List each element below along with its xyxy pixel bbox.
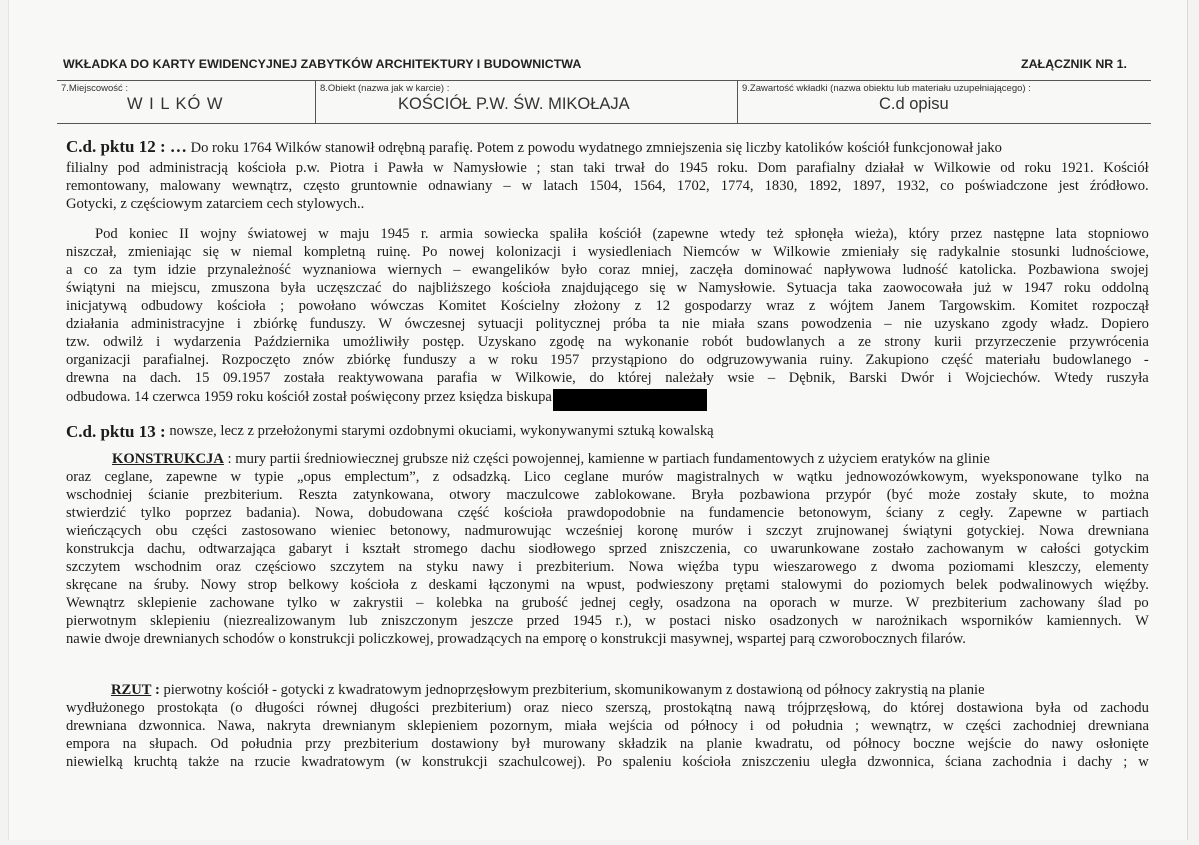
paragraph-line: organizacji parafialnej. Rozpoczęto znów zbiórkę funduszy a w roku 1957 przystąpiono do odgruzowywania ruiny. Zakupiono część materiału budowlanego -: [66, 352, 1149, 368]
locality-value: W I L KÓ W: [127, 95, 224, 113]
redaction-block: [553, 389, 707, 411]
rzut-label: RZUT: [111, 682, 152, 698]
konstrukcja-line: nawie dwoje drewnianych schodów o konstrukcji policzkowej, prowadzących na emporę o konstrukcji masywnej, wspartej parą czworobocznych filarów.: [66, 631, 966, 647]
object-value: KOŚCIÓŁ P.W. ŚW. MIKOŁAJA: [398, 95, 630, 113]
section12-line: C.d. pktu 12 : … Do roku 1764 Wilków stanowił odrębną parafię. Potem z powodu wydatnego zmniejszenia się liczby katolików kościół funkcjonował jako: [66, 137, 1002, 156]
content-cell: [737, 81, 1152, 123]
rzut-line: wydłużonego prostokąta (o długości równej długości prezbiterium) oraz nieco szerszą, prostokątną nawą trójprzęsłową, do której dostawiona była od zachodu: [66, 700, 1149, 716]
paragraph-line: a co za tym idzie przynależność wyznaniowa wiernych – ewangelików było coraz mniej, zaczęła dominować napływowa ludność katolicka. Pozbawiona swojej: [66, 262, 1149, 278]
annex-number: ZAŁĄCZNIK NR 1.: [1021, 57, 1128, 71]
rzut-line: RZUT : pierwotny kościół - gotycki z kwadratowym jednoprzęsłowym prezbiterium, skomunikowanym z dostawioną od północy zakrystią na planie: [111, 682, 985, 698]
konstrukcja-line: stwierdzić tylko poprzez badania). Nowa, dobudowana część kościoła prawdopodobnie na fundamencie betonowym, ściany z cegły. Zapewne w partiach: [66, 505, 1149, 521]
rzut-line: empora na słupach. Od południa przy prezbiterium dostawiony był murowany składzik na planie kwadratu, od północy boczne wejście do nawy osłonięte: [66, 736, 1149, 752]
rzut-line: niewielką kruchtą także na rzucie kwadratowym (w konstrukcji szachulcowej). Po spaleniu kościoła zniszczeniu uległa dzwonnica, ściana zachodnia i dachy ; w: [66, 754, 1149, 770]
rzut-line: drewniana dzwonnica. Nawa, nakryta drewnianym sklepieniem pozornym, miała wejścia od północy i od południa ; wewnątrz, w części zachodniej drewniana: [66, 718, 1149, 734]
paragraph-line: odbudowa. 14 czerwca 1959 roku kościół został poświęcony przez księdza biskupa: [66, 389, 1149, 411]
section12-line: Gotycki, z częściowym zatarciem cech stylowych..: [66, 196, 365, 212]
konstrukcja-line: KONSTRUKCJA : mury partii średniowiecznej grubsze niż części powojennej, kamienne w partiach fundamentowych z użyciem eratyków na glinie: [112, 451, 990, 467]
konstrukcja-line: szczytem wschodnim oraz częściowo szczytem na styku nawy i prezbiterium. Nowa więźba typu wieszarowego z dwoma poziomami kleszczy, elementy: [66, 559, 1149, 575]
paragraph-line: tzw. odwilż i wydarzenia Października umożliwiły postęp. Uzyskano zgodę na wykonanie robót budowlanych a ze strony kurii przyrzeczenie przywrócenia: [66, 334, 1149, 350]
paragraph-line: drewna na dach. 15 09.1957 została reaktywowana parafia w Wilkowie, do której należały wsie – Dębnik, Barski Dwór i Wojciechów. Wtedy ruszyła: [66, 370, 1149, 386]
document-page: [8, 0, 1188, 840]
section13-heading: C.d. pktu 13 :: [66, 422, 166, 441]
paragraph-line: świątyni na miejscu, zmuszona była uczęszczać do najbliższego kościoła znajdującego się w Namysłowie. Sytuacja taka zaowocowała już w 1947 roku oddolną: [66, 280, 1149, 296]
object-label: 8.Obiekt (nazwa jak w karcie) :: [320, 83, 450, 94]
konstrukcja-line: oraz ceglane, zapewne w typie „opus emplectum”, z odsadzką. Lico ceglane murów magistralnych w wątku jednowozówkowym, wyeksponowane tylko na: [66, 469, 1149, 485]
section12-line: filialny pod administracją kościoła p.w. Piotra i Pawła w Namysłowie ; stan taki trwał do 1945 roku. Dom parafialny działał w Wilkowie od roku 1921. Kościół: [66, 160, 1149, 176]
content-value: C.d opisu: [879, 95, 949, 113]
paragraph-line: Pod koniec II wojny światowej w maju 1945 r. armia sowiecka spaliła kościół (zapewne wtedy też spłonęła wieża), który przez następne lata stopniowo: [95, 226, 1149, 242]
section12-heading: C.d. pktu 12 : …: [66, 137, 187, 156]
paragraph-line: niszczał, zmieniając się w niemal kompletną ruinę. Po nowej kolonizacji i wysiedleniach Niemców w Wilkowie zmieniały się radykalnie stosunki ludnościowe,: [66, 244, 1149, 260]
paragraph-line: inicjatywą odbudowy kościoła ; powołano wówczas Komitet Kościelny złożony z 12 gospodarzy wraz z wójtem Janem Targowskim. Komitet rozpoczął: [66, 298, 1149, 314]
konstrukcja-line: pierwotnym sklepieniu (niezrealizowanym lub zniszczonym jeszcze przed 1945 r.), w postaci nisko osadzonych w narożnikach wsporników kamiennych. W: [66, 613, 1149, 629]
locality-label: 7.Miejscowość :: [61, 83, 129, 94]
konstrukcja-line: skręcane na śruby. Nowy strop belkowy kościoła z deskami łączonymi na wpust, podwieszony prętami stalowymi do poziomych belek podwalinowych więźby.: [66, 577, 1149, 593]
content-label: 9.Zawartość wkładki (nazwa obiektu lub materiału uzupełniającego) :: [742, 83, 1031, 94]
konstrukcja-line: Wewnątrz sklepienie zachowane tylko w zakrystii – kolebka na grubość jednej cegły, osadzona na oporach w murze. W prezbiterium zachowany ślad po: [66, 595, 1149, 611]
document-title: WKŁADKA DO KARTY EWIDENCYJNEJ ZABYTKÓW ARCHITEKTURY I BUDOWNICTWA: [63, 57, 582, 71]
konstrukcja-line: wschodniej ścianie prezbiterium. Reszta zatynkowana, otwory maczulcowe zablokowane. Bryła pozbawiona przypór (być może zostały skute, to można: [66, 487, 1149, 503]
konstrukcja-label: KONSTRUKCJA: [112, 451, 224, 467]
konstrukcja-line: wieńczących obu części zastosowano wieniec betonowy, nadmurowując wcześniej koronę murów i szczyt zrujnowanej świątyni gotyckiej. Nowa drewniana: [66, 523, 1149, 539]
konstrukcja-line: konstrukcja dachu, odtwarzająca gabaryt i kształt stromego dachu siodłowego sprzed zniszczenia, co uwarunkowane zostało zachowanym w całości gotyckim: [66, 541, 1149, 557]
locality-cell: [57, 81, 313, 123]
object-cell: [315, 81, 736, 123]
section13-line: C.d. pktu 13 : nowsze, lecz z przełożonymi starymi ozdobnymi okuciami, wykonywanymi sztuką kowalską: [66, 422, 714, 441]
paragraph-line: działania administracyjne i zbiórkę funduszy. W ówczesnej sytuacji politycznej próba ta nie miała szans powodzenia – nie uzyskano zgody władz. Dopiero: [66, 316, 1149, 332]
section12-line: remontowany, malowany wewnątrz, często gruntownie odnawiany – w latach 1504, 1564, 1702, 1774, 1830, 1892, 1897, 1932, co poświadczone jest źródłowo.: [66, 178, 1149, 194]
form-header-table: [57, 80, 1151, 124]
